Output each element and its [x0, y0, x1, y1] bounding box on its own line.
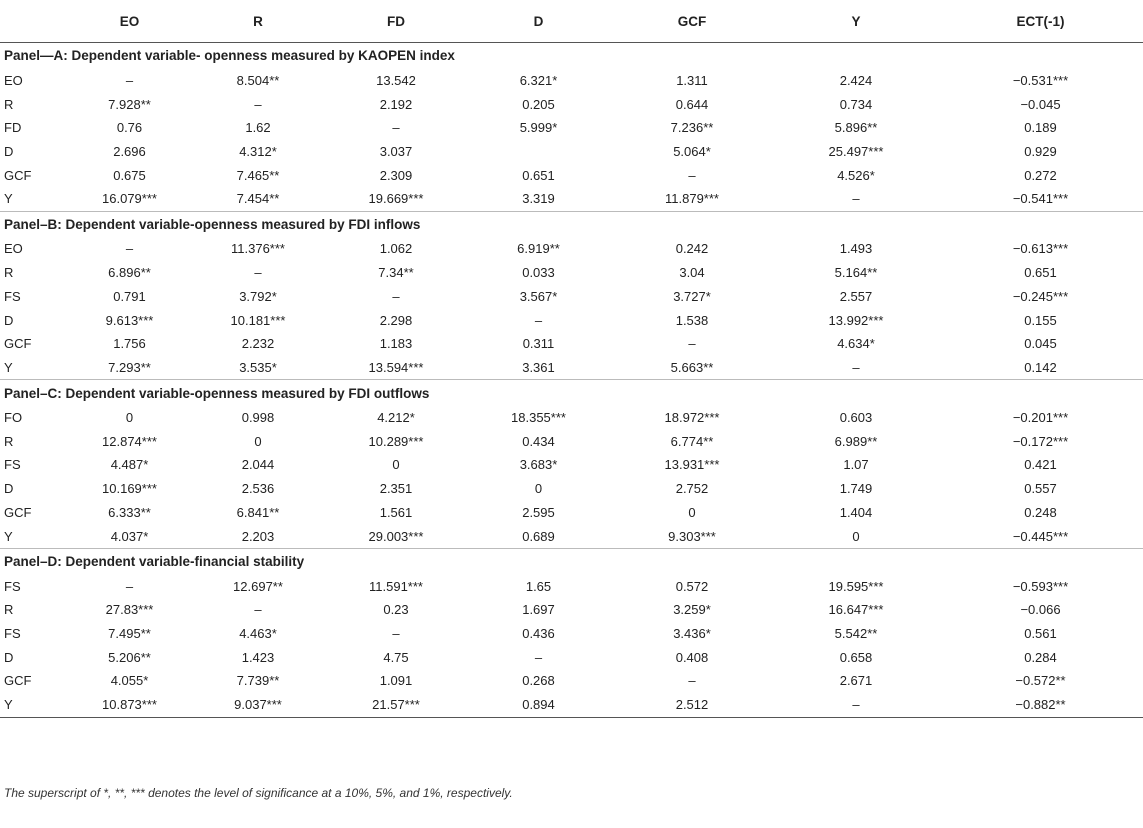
- row-label: GCF: [4, 673, 32, 689]
- table-cell: –: [688, 167, 696, 183]
- table-cell: 0.998: [241, 410, 275, 426]
- table-row: [0, 524, 1143, 548]
- table-cell: 9.613***: [105, 312, 154, 328]
- row-label: GCF: [4, 336, 32, 352]
- row-label: Y: [4, 191, 13, 207]
- table-cell: 0.242: [675, 241, 709, 257]
- table-cell: 10.169***: [102, 481, 157, 497]
- table-cell: 5.064*: [673, 143, 711, 159]
- table-cell: 13.542: [376, 72, 416, 88]
- header-cell: GCF: [610, 0, 774, 43]
- table-cell: 1.423: [241, 649, 275, 665]
- table-cell: 1.561: [379, 504, 413, 520]
- table-cell: 7.34**: [378, 265, 414, 281]
- table-cell: –: [254, 96, 262, 112]
- table-cell: 0.557: [1024, 481, 1057, 497]
- table-cell: 7.465**: [236, 167, 280, 183]
- table-cell: 2.424: [839, 72, 873, 88]
- table-cell: 7.293**: [108, 359, 151, 375]
- table-cell: 6.333**: [108, 504, 151, 520]
- table-cell: 2.671: [839, 673, 873, 689]
- table-cell: 1.404: [839, 504, 873, 520]
- table-cell: 0: [534, 481, 543, 497]
- table-cell: 13.992***: [828, 312, 884, 328]
- table-cell: 0.189: [1024, 120, 1057, 136]
- table-row: [0, 69, 1143, 93]
- header-cell: FD: [325, 0, 467, 43]
- table-cell: 0.142: [1024, 359, 1057, 375]
- table-cell: 5.999*: [519, 120, 558, 136]
- table-cell: 2.044: [241, 457, 275, 473]
- table-row: [0, 574, 1143, 598]
- table-cell: 1.062: [379, 241, 413, 257]
- table-cell: 4.75: [383, 649, 409, 665]
- table-cell: −0.172***: [1012, 433, 1069, 449]
- table-cell: 16.079***: [102, 191, 157, 207]
- panel-title-row: [0, 380, 1143, 406]
- table-cell: 0.791: [113, 288, 146, 304]
- table-cell: 0.651: [522, 167, 555, 183]
- table-cell: 1.493: [839, 241, 873, 257]
- table-cell: 11.591***: [369, 578, 423, 594]
- row-label: Y: [4, 528, 13, 544]
- table-cell: 1.749: [839, 481, 873, 497]
- table-cell: 10.181***: [230, 312, 286, 328]
- table-cell: 2.351: [379, 481, 413, 497]
- table-row: [0, 406, 1143, 430]
- table-cell: –: [125, 72, 134, 88]
- table-cell: –: [534, 312, 543, 328]
- header-cell: Y: [774, 0, 938, 43]
- table-cell: 19.595***: [828, 578, 884, 594]
- table-cell: 10.873***: [68, 693, 191, 717]
- table-cell: –: [125, 578, 134, 594]
- table-cell: −0.066: [1020, 602, 1061, 618]
- table-cell: 0.033: [522, 265, 555, 281]
- table-cell: 0.436: [522, 626, 555, 642]
- panel-title-row: [0, 211, 1143, 237]
- table-cell: 6.841**: [236, 504, 280, 520]
- table-cell: 8.504**: [236, 72, 280, 88]
- table-cell: 3.567*: [519, 288, 558, 304]
- table-cell: 0.894: [467, 693, 610, 717]
- table-cell: –: [392, 120, 400, 136]
- table-cell: 27.83***: [105, 602, 154, 618]
- table-cell: 6.989**: [834, 433, 878, 449]
- table-cell: –: [254, 602, 262, 618]
- row-label: D: [4, 649, 14, 665]
- table-row: [0, 116, 1143, 140]
- table-cell: 0.434: [522, 433, 555, 449]
- row-label: EO: [4, 72, 23, 88]
- header-cell: R: [191, 0, 325, 43]
- table-cell: 1.65: [525, 578, 552, 594]
- table-cell: 3.792*: [239, 288, 277, 304]
- table-cell: 6.896**: [108, 265, 151, 281]
- table-row: [0, 187, 1143, 211]
- table-cell: 7.236**: [670, 120, 714, 136]
- table-cell: 0: [254, 433, 262, 449]
- header-cell: D: [467, 0, 610, 43]
- panel-title-row: [0, 43, 1143, 69]
- table-cell: 1.311: [676, 72, 708, 88]
- table-cell: 19.669***: [368, 191, 424, 207]
- table-cell: 0: [688, 504, 696, 520]
- table-row: [0, 261, 1143, 285]
- table-cell: 3.436*: [673, 626, 711, 642]
- table-row: [0, 163, 1143, 187]
- row-label: GCF: [4, 167, 32, 183]
- table-cell: 4.312*: [239, 143, 277, 159]
- table-cell: 5.164**: [834, 265, 878, 281]
- table-row: [0, 140, 1143, 164]
- table-body: [0, 43, 1143, 718]
- table-cell: 0.248: [1024, 504, 1057, 520]
- table-cell: 4.463*: [239, 626, 277, 642]
- table-cell: 0.651: [1024, 265, 1057, 281]
- row-label: FS: [4, 578, 21, 594]
- row-label: D: [4, 312, 14, 328]
- table-cell: 0.689: [522, 528, 555, 544]
- table-cell: 3.259*: [673, 602, 711, 618]
- table-cell: 2.192: [379, 96, 413, 112]
- header-cell: EO: [68, 0, 191, 43]
- table-cell: 0.561: [1024, 626, 1057, 642]
- table-cell: 0.675: [113, 167, 146, 183]
- table-cell: 0.644: [675, 96, 709, 112]
- table-cell: 29.003***: [368, 528, 424, 544]
- table-cell: 4.212*: [377, 410, 415, 426]
- table-cell: –: [254, 265, 262, 281]
- table-cell: 0: [125, 410, 134, 426]
- table-cell: −0.045: [1020, 96, 1061, 112]
- table-cell: 18.972***: [664, 410, 720, 426]
- table-cell: 0.76: [116, 120, 143, 136]
- table-cell: 4.037*: [110, 528, 149, 544]
- table-cell: 1.091: [379, 673, 413, 689]
- table-cell: 2.309: [379, 167, 413, 183]
- table-cell: 7.454**: [236, 191, 280, 207]
- table-cell: 12.697**: [233, 578, 283, 594]
- table-cell: 1.62: [245, 120, 271, 136]
- table-cell: 4.487*: [110, 457, 149, 473]
- table-cell: −0.882**: [938, 693, 1143, 717]
- table-cell: 0.421: [1024, 457, 1057, 473]
- row-label: FS: [4, 288, 21, 304]
- table-cell: 0.23: [383, 602, 409, 618]
- table-cell: 0.408: [675, 649, 709, 665]
- table-cell: 0: [852, 528, 860, 544]
- table-cell: −0.245***: [1012, 288, 1069, 304]
- table-cell: 9.037***: [191, 693, 325, 717]
- table-cell: 5.206**: [108, 649, 151, 665]
- table-cell: –: [774, 693, 938, 717]
- table-cell: 4.055*: [110, 673, 149, 689]
- table-row: [0, 308, 1143, 332]
- table-cell: −0.541***: [1012, 191, 1069, 207]
- table-cell: 11.879***: [665, 191, 719, 207]
- table-cell: 0.284: [1024, 649, 1057, 665]
- row-label: D: [4, 481, 14, 497]
- table-cell: 0: [392, 457, 400, 473]
- table-row: [0, 477, 1143, 501]
- table-cell: 3.319: [522, 191, 555, 207]
- table-cell: 2.595: [522, 504, 555, 520]
- table-cell: –: [392, 288, 400, 304]
- table-cell: 7.928**: [108, 96, 151, 112]
- table-row: [0, 92, 1143, 116]
- table-cell: 2.298: [379, 312, 413, 328]
- table-cell: 0.572: [675, 578, 709, 594]
- table-cell: 2.557: [839, 288, 873, 304]
- table-cell: 13.594***: [368, 359, 424, 375]
- panel-title: Panel–B: Dependent variable-openness measured by FDI inflows: [0, 211, 1143, 237]
- row-label: EO: [4, 241, 23, 257]
- table-cell: 5.896**: [834, 120, 878, 136]
- table-cell: 0.205: [522, 96, 555, 112]
- row-label: R: [4, 96, 14, 112]
- table-cell: 3.04: [679, 265, 705, 281]
- table-cell: 21.57***: [325, 693, 467, 717]
- table-cell: 5.542**: [834, 626, 878, 642]
- table-row: [0, 669, 1143, 693]
- table-cell: 16.647***: [828, 602, 884, 618]
- table-cell: 1.183: [379, 336, 413, 352]
- table-cell: 4.526*: [837, 167, 875, 183]
- table-cell: 7.739**: [236, 673, 280, 689]
- row-label: R: [4, 433, 14, 449]
- table-cell: 1.697: [522, 602, 555, 618]
- table-row: [0, 645, 1143, 669]
- table-cell: 1.538: [675, 312, 709, 328]
- table-cell: 1.756: [113, 336, 146, 352]
- panel-title: Panel–C: Dependent variable-openness measured by FDI outflows: [0, 380, 1143, 406]
- table-cell: 0.603: [839, 410, 873, 426]
- table-row: [0, 332, 1143, 356]
- row-label: Y: [0, 693, 68, 717]
- table-row: [0, 693, 1143, 717]
- table-cell: 6.321*: [519, 72, 558, 88]
- row-label: R: [4, 602, 14, 618]
- table-cell: 3.683*: [519, 457, 558, 473]
- table-cell: 6.774**: [670, 433, 714, 449]
- table-row: [0, 237, 1143, 261]
- table-cell: 3.727*: [673, 288, 711, 304]
- table-cell: –: [852, 359, 860, 375]
- table-cell: 2.752: [675, 481, 709, 497]
- table-cell: 4.634*: [837, 336, 875, 352]
- row-label: Y: [4, 359, 13, 375]
- table-row: [0, 598, 1143, 622]
- table-cell: −0.201***: [1012, 410, 1069, 426]
- table-cell: 0.734: [839, 96, 873, 112]
- panel-title-row: [0, 548, 1143, 574]
- table-row: [0, 501, 1143, 525]
- row-label: FS: [4, 457, 21, 473]
- table-row: [0, 453, 1143, 477]
- table-cell: 3.037: [379, 143, 413, 159]
- table-cell: 25.497***: [828, 143, 884, 159]
- table-cell: 9.303***: [668, 528, 716, 544]
- row-label: FO: [4, 410, 23, 426]
- table-cell: –: [688, 673, 696, 689]
- header-row: [0, 0, 1143, 43]
- table-cell: −0.531***: [1012, 72, 1069, 88]
- table-cell: 6.919**: [517, 241, 560, 257]
- table-cell: −0.572**: [1015, 673, 1066, 689]
- table-cell: –: [392, 626, 400, 642]
- table-cell: 2.512: [610, 693, 774, 717]
- table-cell: 12.874***: [102, 433, 157, 449]
- table-cell: 0.929: [1024, 143, 1057, 159]
- panel-title: Panel–D: Dependent variable-financial stability: [0, 548, 1143, 574]
- table-cell: 3.535*: [239, 359, 277, 375]
- row-label: R: [4, 265, 14, 281]
- table-cell: 1.07: [843, 457, 869, 473]
- table-cell: –: [852, 191, 860, 207]
- table-cell: 0.045: [1024, 336, 1057, 352]
- table-cell: 0.272: [1024, 167, 1057, 183]
- table-cell: 0.311: [522, 336, 555, 352]
- table-cell: 7.495**: [108, 626, 151, 642]
- header-cell: ECT(-1): [938, 0, 1143, 43]
- table-cell: –: [125, 241, 134, 257]
- table-cell: 2.696: [113, 143, 146, 159]
- row-label: GCF: [4, 504, 32, 520]
- table-cell: 2.232: [241, 336, 275, 352]
- table-cell: 0.155: [1024, 312, 1057, 328]
- table-cell: 5.663**: [670, 359, 714, 375]
- table-cell: 10.289***: [368, 433, 424, 449]
- row-label: FD: [4, 120, 22, 136]
- table-row: [0, 285, 1143, 309]
- table-cell: 0.658: [839, 649, 873, 665]
- table-cell: –: [534, 649, 543, 665]
- table-cell: 18.355***: [511, 410, 566, 426]
- table-cell: 13.931***: [664, 457, 720, 473]
- table-cell: 3.361: [522, 359, 555, 375]
- table-cell: −0.445***: [1012, 528, 1069, 544]
- table-cell: 2.203: [241, 528, 275, 544]
- table-row: [0, 622, 1143, 646]
- table-cell: 2.536: [241, 481, 275, 497]
- table-cell: 0.268: [522, 673, 555, 689]
- table-cell: 11.376***: [231, 241, 285, 257]
- table-row: [0, 429, 1143, 453]
- row-label: FS: [4, 626, 21, 642]
- row-label: D: [4, 143, 14, 159]
- table-cell: –: [688, 336, 696, 352]
- panel-title: Panel—A: Dependent variable- openness measured by KAOPEN index: [4, 48, 455, 64]
- table-cell: −0.593***: [1012, 578, 1069, 594]
- table-cell: [467, 140, 610, 164]
- header-cell-blank: [0, 0, 68, 43]
- table-cell: −0.613***: [1012, 241, 1069, 257]
- table-footnote: The superscript of *, **, *** denotes the level of significance at a 10%, 5%, and 1%, respectively.: [4, 786, 513, 800]
- table-row: [0, 356, 1143, 380]
